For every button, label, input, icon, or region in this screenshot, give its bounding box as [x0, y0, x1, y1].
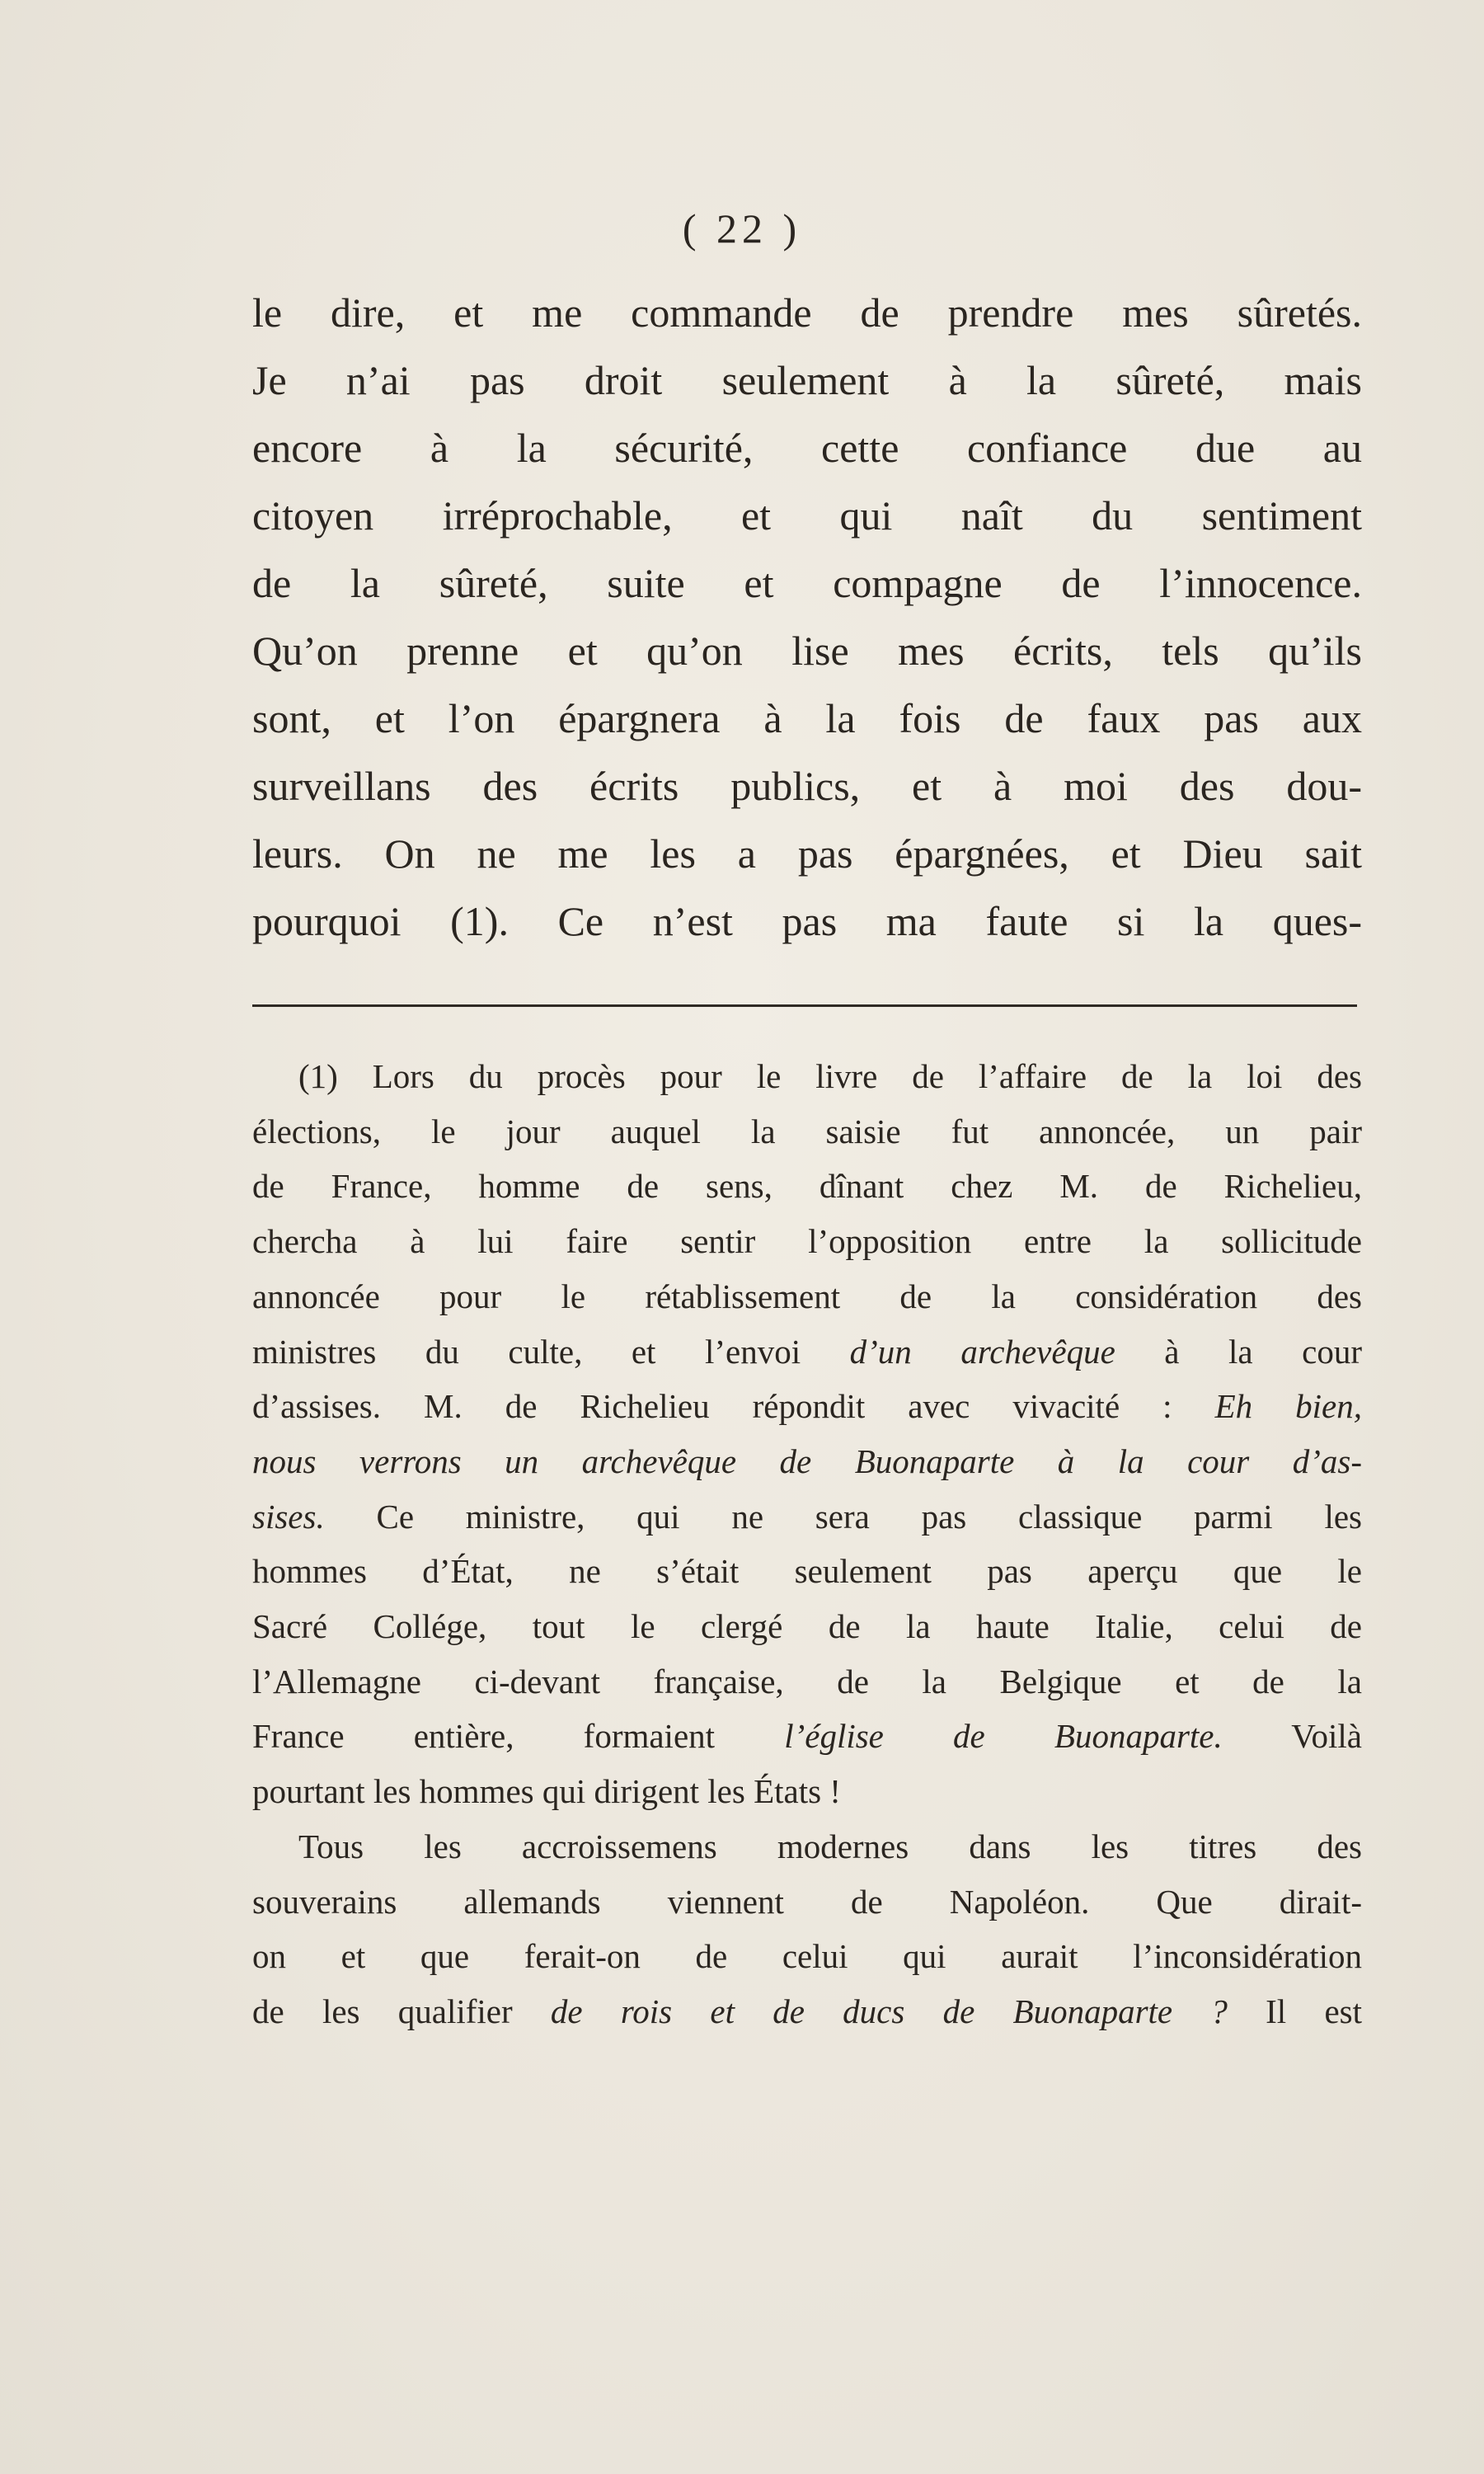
- main-text-line: surveillans des écrits publics, et à moi des dou-: [252, 763, 1362, 809]
- footnote-line: chercha à lui faire sentir l’opposition entre la sollicitude: [252, 1222, 1362, 1261]
- footnote-line: [252, 1379, 1362, 1434]
- footnote-line: (1) Lors du procès pour le livre de l’affaire de la loi des: [298, 1057, 1362, 1095]
- footnote-line: [252, 1709, 1362, 1764]
- footnote-text: Il est: [1227, 1992, 1362, 2030]
- footnote-separator-rule: [252, 1004, 1357, 1007]
- footnote-line: l’Allemagne ci-devant française, de la Belgique et de la: [252, 1662, 1362, 1700]
- footnote-line: souverains allemands viennent de Napoléon. Que dirait-: [252, 1882, 1362, 1921]
- main-text: [252, 279, 1362, 955]
- footnote-text: de les qualifier: [252, 1992, 551, 2030]
- footnote-italic-text: l’église de Buonaparte.: [784, 1717, 1223, 1756]
- footnote-line: [252, 1984, 1362, 2039]
- main-text-line: sont, et l’on épargnera à la fois de faux pas aux: [252, 695, 1362, 741]
- footnote-text: à la cour: [1115, 1332, 1363, 1371]
- footnote-text: ministres du culte, et l’envoi: [252, 1332, 850, 1371]
- main-text-line: le dire, et me commande de prendre mes sûretés.: [252, 289, 1362, 336]
- footnote-text: d’assises. M. de Richelieu répondit avec vivacité :: [252, 1387, 1215, 1426]
- footnote-line: de France, homme de sens, dînant chez M. de Richelieu,: [252, 1167, 1362, 1206]
- footnote-text: Voilà: [1222, 1717, 1362, 1756]
- footnote-line: Tous les accroissemens modernes dans les titres des: [298, 1827, 1362, 1865]
- main-text-line: de la sûreté, suite et compagne de l’innocence.: [252, 560, 1362, 606]
- footnote-italic-text: nous verrons un archevêque de Buonaparte à la cour d’as-: [252, 1442, 1362, 1480]
- footnote-line: on et que ferait-on de celui qui aurait l’inconsidération: [252, 1937, 1362, 1976]
- footnote-text: Ce ministre, qui ne sera pas classique parmi les: [324, 1497, 1362, 1536]
- footnote-italic-text: Eh bien,: [1214, 1387, 1362, 1426]
- main-text-line: leurs. On ne me les a pas épargnées, et Dieu sait: [252, 830, 1362, 877]
- page-number: ( 22 ): [682, 205, 802, 252]
- footnote-line: annoncée pour le rétablissement de la considération des: [252, 1277, 1362, 1315]
- footnote-line: pourtant les hommes qui dirigent les États !: [252, 1772, 841, 1811]
- footnote-line: [252, 1489, 1362, 1545]
- footnote-italic-text: de rois et de ducs de Buonaparte ?: [550, 1992, 1228, 2030]
- footnote-line: Sacré Collége, tout le clergé de la haute Italie, celui de: [252, 1607, 1362, 1646]
- footnote: [252, 1049, 1362, 2039]
- footnote-line: élections, le jour auquel la saisie fut annoncée, un pair: [252, 1112, 1362, 1150]
- footnote-line: [252, 1324, 1362, 1380]
- footnote-text: France entière, formaient: [252, 1717, 785, 1756]
- main-text-line: Je n’ai pas droit seulement à la sûreté, mais: [252, 357, 1362, 403]
- main-text-line: encore à la sécurité, cette confiance due au: [252, 425, 1362, 471]
- main-text-line: pourquoi (1). Ce n’est pas ma faute si la ques-: [252, 898, 1362, 944]
- footnote-italic-text: d’un archevêque: [849, 1332, 1115, 1371]
- footnote-line: [252, 1434, 1362, 1489]
- main-text-line: citoyen irréprochable, et qui naît du sentiment: [252, 492, 1362, 539]
- main-text-line: Qu’on prenne et qu’on lise mes écrits, tels qu’ils: [252, 628, 1362, 674]
- footnote-italic-text: sises.: [252, 1497, 325, 1536]
- footnote-line: hommes d’État, ne s’était seulement pas aperçu que le: [252, 1552, 1362, 1591]
